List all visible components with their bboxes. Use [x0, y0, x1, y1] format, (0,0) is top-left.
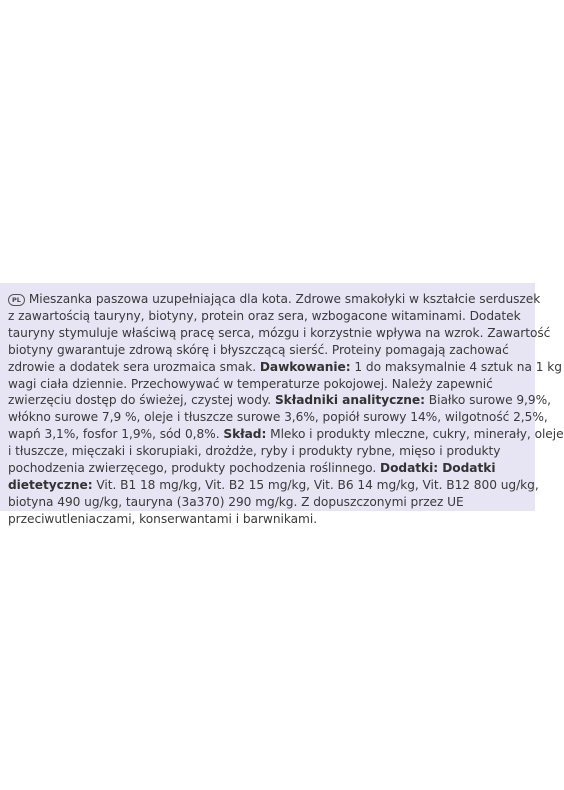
- label-text-segment: włókno surowe 7,9 %, oleje i tłuszcze surowe 3,6%, popiół surowy 14%, wilgotność 2,5%,: [8, 410, 548, 425]
- label-text-segment: Mieszanka paszowa uzupełniająca dla kota. Zdrowe smakołyki w kształcie serduszek: [28, 292, 541, 306]
- label-line: [8, 426, 564, 443]
- label-text-segment: zwierzęciu dostęp do świeżej, czystej wody.: [8, 393, 275, 408]
- language-badge: PL: [8, 294, 25, 306]
- label-text-segment: z zawartością tauryny, biotyny, protein oraz sera, wzbogacone witaminami. Dodatek: [8, 308, 521, 323]
- label-text-segment: wagi ciała dziennie. Przechowywać w temperaturze pokojowej. Należy zapewnić: [8, 376, 493, 391]
- label-text-segment: 1 do maksymalnie 4 sztuk na 1 kg: [350, 359, 562, 374]
- label-text-segment: przeciwutleniaczami, konserwantami i barwnikami.: [8, 511, 318, 526]
- label-text-segment: Mleko i produkty mleczne, cukry, minerały, oleje: [266, 427, 564, 442]
- label-line: [8, 443, 530, 460]
- label-heading: dietetyczne:: [8, 477, 93, 492]
- label-line: [8, 511, 530, 528]
- label-line: [8, 376, 530, 393]
- label-text-segment: Białko surowe 9,9%,: [424, 393, 551, 408]
- label-line: [8, 325, 551, 342]
- label-heading: Skład:: [223, 427, 267, 442]
- label-panel: [0, 283, 564, 526]
- label-heading: Dawkowanie:: [259, 359, 351, 374]
- label-line: [8, 359, 562, 376]
- label-text-segment: biotyna 490 ug/kg, tauryna (3a370) 290 mg/kg. Z dopuszczonymi przez UE: [8, 494, 464, 509]
- label-line: [8, 409, 548, 426]
- label-heading: Składniki analityczne:: [274, 393, 425, 408]
- label-line: [8, 460, 530, 477]
- label-line: [8, 342, 530, 359]
- label-line: [8, 494, 530, 511]
- label-text-segment: pochodzenia zwierzęcego, produkty pochodzenia roślinnego.: [8, 461, 381, 476]
- label-line: [8, 477, 539, 494]
- label-text-segment: i tłuszcze, mięczaki i skorupiaki, drożdże, ryby i produkty rybne, mięso i produkty: [8, 444, 501, 459]
- label-text-segment: tauryny stymuluje właściwą pracę serca, mózgu i korzystnie wpływa na wzrok. Zawartość: [8, 325, 551, 340]
- label-text-segment: biotyny gwarantuje zdrową skórę i błyszczącą sierść. Proteiny pomagają zachować: [8, 342, 509, 357]
- label-heading: Dodatki: Dodatki: [380, 461, 496, 476]
- label-text-segment: zdrowie a dodatek sera urozmaica smak.: [8, 359, 260, 374]
- label-description: [8, 291, 564, 528]
- label-line: [8, 392, 551, 409]
- label-text-segment: Vit. B1 18 mg/kg, Vit. B2 15 mg/kg, Vit. B6 14 mg/kg, Vit. B12 800 ug/kg,: [92, 477, 539, 492]
- label-text-segment: wapń 3,1%, fosfor 1,9%, sód 0,8%.: [8, 427, 224, 442]
- label-line: [8, 308, 530, 325]
- label-line: [8, 291, 541, 308]
